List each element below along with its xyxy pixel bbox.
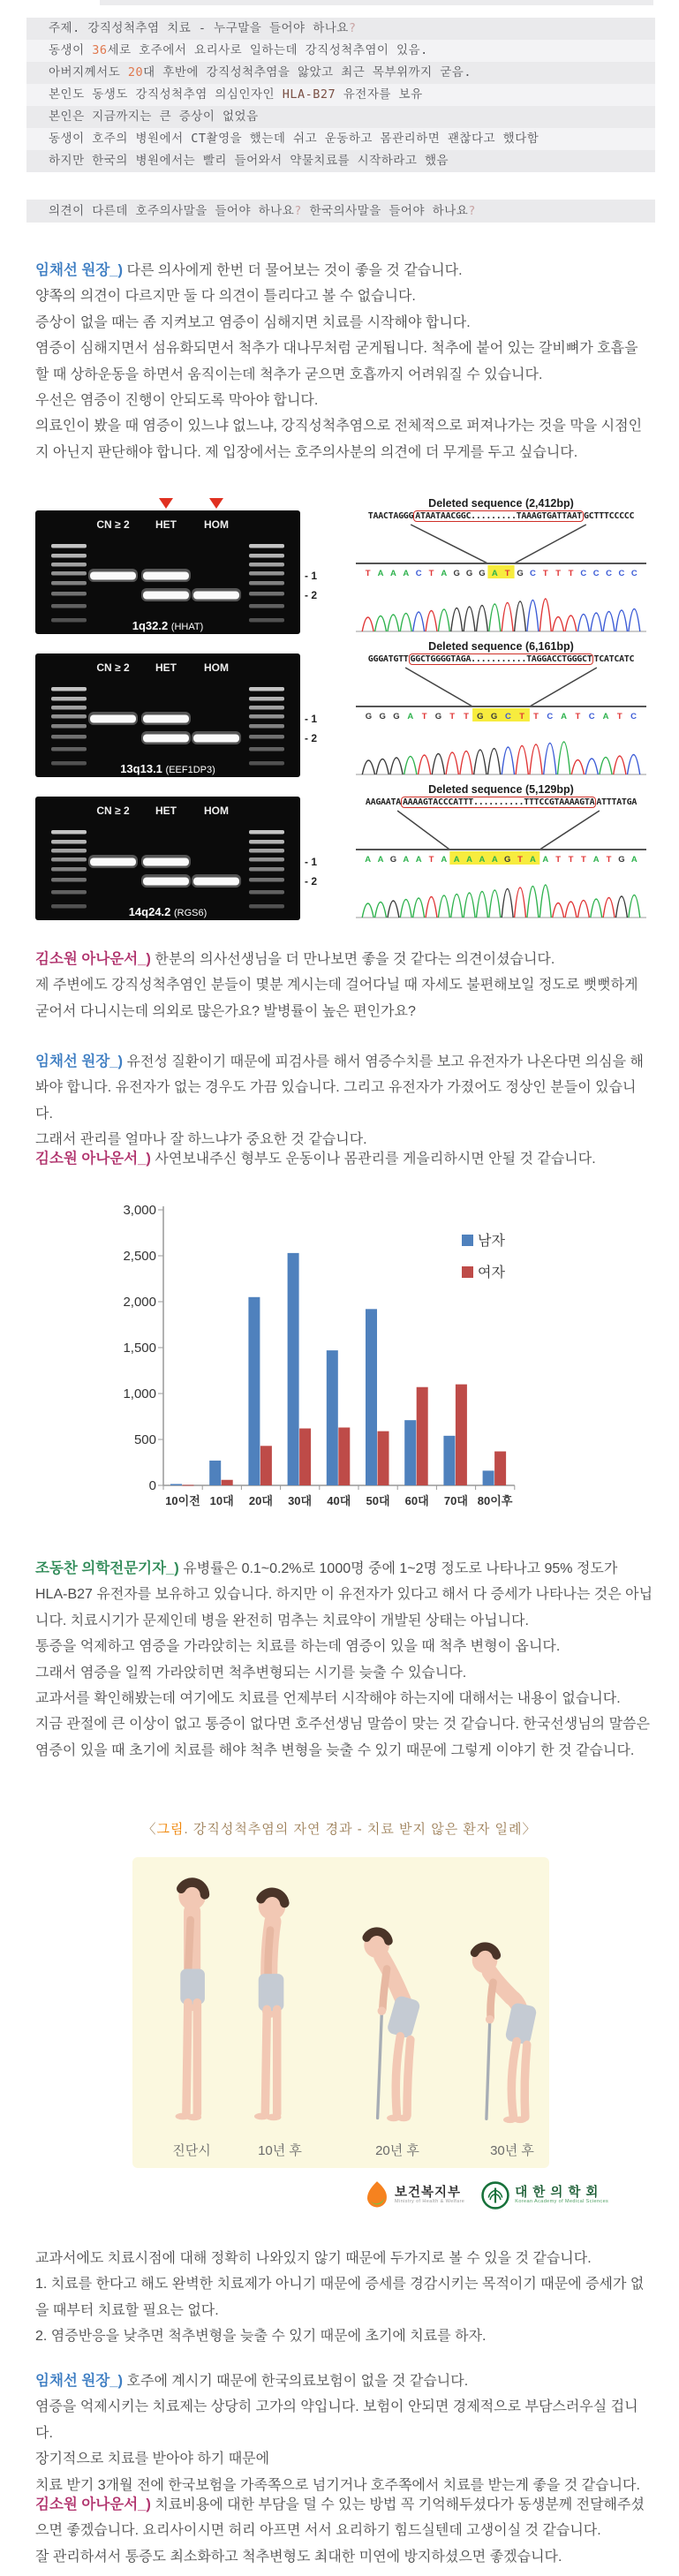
dialogue-doctor-1 [35,258,653,465]
dialogue-line: 임채선 원장_) 다른 의사에게 한번 더 물어보는 것이 좋을 것 같습니다. [35,262,463,278]
svg-text:G: G [389,855,397,865]
svg-text:70대: 70대 [443,1494,468,1507]
dialogue-line: 양쪽의 의견이 다르지만 둘 다 의견이 틀리다고 볼 수 없습니다. [35,289,416,305]
speaker-name: 김소원 아나운서_) [35,2497,155,2512]
svg-text:HET: HET [155,661,177,674]
svg-text:20대: 20대 [248,1494,273,1507]
dialogue-reporter-summary [35,2246,653,2350]
dialogue-line: 김소원 아나운서_) 한분의 의사선생님을 더 만나보면 좋을 것 같다는 의견이셨습니다. [35,951,555,967]
svg-text:10대: 10대 [209,1494,234,1507]
svg-text:A: A [491,569,498,578]
chromatogram-trace [349,666,653,777]
stage-label: 진단시 [172,2143,211,2158]
svg-text:T: T [504,569,510,578]
svg-text:G: G [393,712,400,721]
svg-text:- 2: - 2 [305,732,318,744]
dialogue-line: 증상이 없을 때는 좀 지켜보고 염증이 심해지면 치료를 시작해야 합니다. [35,314,471,330]
svg-text:30대: 30대 [288,1494,313,1507]
figure-panel-row [35,496,653,634]
svg-text:T: T [365,569,371,578]
gel-image [35,639,340,777]
svg-text:C: C [415,569,422,578]
svg-text:A: A [479,855,486,865]
svg-text:HET: HET [155,518,177,531]
stage-label: 10년 후 [258,2143,302,2158]
svg-text:A: A [592,855,600,865]
dialogue-line: 장기적으로 치료를 받아야 하기 때문에 [35,2451,270,2467]
dialogue-line: 의료인이 봤을 때 염증이 있느냐 없느냐, 강직성척추염으로 전체적으로 퍼져나가는 것을 막을 시점인지 아닌지 판단해야 합니다. 제 입장에서는 호주의사분의 의견에 더 무게를 두고 싶습니다. [35,419,643,460]
svg-text:T: T [428,569,434,578]
qa-row: 하지만 한국의 병원에서는 빨리 들어와서 약물치료를 시작하라고 했음 [26,150,655,172]
deleted-sequence-text: TAACTAGGG ATAATAACGGC.........TAAAGTGATTAAT GCTTTCCCCC [367,511,635,521]
posture-stage-2 [235,1866,328,2144]
svg-text:A: A [466,855,473,865]
svg-text:1,000: 1,000 [123,1386,156,1401]
chromatogram-panel [349,782,653,920]
qa-row: 주제. 강직성척추염 치료 - 누구말을 들어야 하나요? [26,18,655,40]
dialogue-line: 통증을 억제하고 염증을 가라앉히는 치료를 하는데 염증이 있을 때 척추 변형이 옵니다. [35,1639,561,1655]
svg-text:10이전: 10이전 [165,1494,200,1507]
dialogue-announcer-3 [35,2492,653,2570]
svg-text:C: C [630,569,638,578]
gel-image [35,782,340,920]
svg-text:G: G [479,569,486,578]
dialogue-line: 조동찬 의학전문기자_) 유병률은 0.1~0.2%로 1000명 중에 1~2명 정도로 나타나고 95% 정도가 HLA-B27 유전자를 보유하고 있습니다. 하지만 이 유전자가 있다고 해서 다 증세가 나타나는 것은 아닙니다. 치료시기가 문제인데 병을 완전히 멈추는 치료약이 개발된 상태는 아닙니다. [35,1560,653,1628]
qa-row: 아버지께서도 20대 후반에 강직성척추염을 앓았고 최근 목부위까지 굳음. [26,62,655,84]
dialogue-medical-reporter [35,1556,653,1764]
svg-text:A: A [453,855,460,865]
svg-text:C: C [580,569,587,578]
svg-text:T: T [568,855,574,865]
svg-text:G: G [434,712,442,721]
dialogue-line: 제 주변에도 강직성척추염인 분들이 몇분 계시는데 걸어다닐 때 자세도 불편해보일 정도로 뻣뻣하게 굳어서 다니시는데 의외로 많은가요? 발병률이 높은 편인가요? [35,978,638,1019]
svg-text:80이후: 80이후 [477,1494,513,1507]
svg-text:G: G [618,855,625,865]
dialogue-line: 2. 염증반응을 낮추면 척추변형을 늦출 수 있기 때문에 초기에 치료를 하자. [35,2329,487,2345]
dialogue-line: 교과서에도 치료시점에 대해 정확히 나와있지 않기 때문에 두가지로 볼 수 있을 것 같습니다. [35,2251,592,2266]
svg-text:A: A [403,855,410,865]
qa-row: 본인도 동생도 강직성척추염 의심인자인 HLA-B27 유전자를 보유 [26,84,655,106]
svg-text:T: T [580,855,586,865]
svg-text:CN ≥ 2: CN ≥ 2 [96,661,130,674]
svg-text:T: T [421,712,427,721]
dialogue-line: 지금 관절에 큰 이상이 없고 통증이 없다면 호주선생님 말씀이 맞는 것 같습니다. 한국선생님의 말씀은 염증이 있을 때 초기에 치료를 해야 척추 변형을 늦출 수 있기 때문에 그렇게 이야기 한 것 같습니다. [35,1717,650,1758]
svg-text:T: T [575,712,581,721]
deleted-sequence-text: AAGAATA AAAAGTACCCATTT..........TTTCCGTAAAAGTA ATTTATGA [365,797,638,807]
svg-text:T: T [517,855,523,865]
dialogue-announcer-2 [35,1146,653,1172]
svg-text:- 1: - 1 [305,570,318,582]
svg-text:A: A [491,855,498,865]
chromatogram-panel [349,496,653,634]
svg-text:HET: HET [155,805,177,817]
svg-text:T: T [606,855,612,865]
kams-logo [480,2180,608,2210]
svg-text:남자: 남자 [478,1234,505,1249]
kams-logo-name: 대 한 의 학 회 [515,2185,600,2200]
qa-row: 동생이 호주의 병원에서 CT촬영을 했는데 쉬고 운동하고 몸관리하면 괜찮다고 했다함 [26,128,655,150]
svg-text:A: A [561,712,568,721]
question-summary-board [26,18,655,172]
mohw-logo [364,2179,464,2211]
svg-text:A: A [529,855,536,865]
deleted-sequence-title: Deleted sequence (2,412bp) [428,497,574,510]
dialogue-line: 그래서 염증을 일찍 가라앉히면 척추변형되는 시기를 늦출 수 있습니다. [35,1665,467,1681]
svg-text:40대: 40대 [327,1494,351,1507]
dialogue-line: 염증을 억제시키는 치료제는 상당히 고가의 약입니다. 보험이 안되면 경제적으로 부담스러우실 겁니다. [35,2399,638,2441]
svg-text:HOM: HOM [204,661,229,674]
bar-chart-svg [102,1194,587,1547]
mohw-logo-name: 보건복지부 [395,2185,462,2200]
stage-label: 20년 후 [375,2143,419,2158]
svg-text:T: T [449,712,456,721]
svg-text:A: A [542,855,549,865]
dialogue-line: 그래서 관리를 얼마나 잘 하느냐가 중요한 것 같습니다. [35,1132,367,1148]
svg-text:13q13.1 (EEF1DP3): 13q13.1 (EEF1DP3) [120,762,215,775]
mohw-logo-icon [364,2179,390,2211]
figure-panel-row [35,639,653,777]
final-question-row: 의견이 다른데 호주의사말을 들어야 하나요? 한국의사말을 들어야 하나요? [26,200,655,223]
dialogue-doctor-3 [35,2368,653,2498]
posture-stage-4 [466,1866,559,2144]
qa-row: 본인은 지금까지는 큰 증상이 없었음 [26,106,655,128]
svg-text:2,500: 2,500 [123,1249,156,1264]
svg-text:G: G [490,712,498,721]
qa-row: 동생이 36세로 호주에서 요리사로 일하는데 강직성척추염이 있음. [26,40,655,62]
chromatogram-panel [349,639,653,777]
speaker-name: 임채선 원장_) [35,262,127,278]
svg-text:A: A [403,569,410,578]
top-partial-row-strip [100,0,653,5]
stage-label: 30년 후 [490,2143,534,2158]
posture-stage-1 [148,1866,241,2144]
svg-text:A: A [377,855,384,865]
gene-deletion-figure [35,496,653,920]
svg-text:G: G [379,712,386,721]
dialogue-announcer-1 [35,947,653,1024]
posture-progression-illustration [132,1857,549,2168]
dialogue-line: 염증이 심해지면서 섬유화되면서 척추가 대나무처럼 굳게됩니다. 척추에 붙어 있는 갈비뼈가 호흡을 할 때 상하운동을 하면서 움직이는데 척추가 굳으면 호흡까지 어려워질 수 있습니다. [35,341,638,382]
chromatogram-trace [349,523,653,634]
svg-text:1,500: 1,500 [123,1341,156,1356]
svg-text:- 1: - 1 [305,713,318,725]
deleted-sequence-title: Deleted sequence (6,161bp) [428,640,574,653]
svg-text:T: T [555,855,562,865]
svg-text:G: G [503,855,511,865]
svg-text:A: A [441,569,448,578]
dialogue-line: 우선은 염증이 진행이 안되도록 막아야 합니다. [35,393,319,409]
svg-text:G: G [465,569,473,578]
svg-text:HOM: HOM [204,805,229,817]
svg-text:- 1: - 1 [305,856,318,868]
dialogue-line: 1. 치료를 한다고 해도 완벽한 치료제가 아니기 때문에 증세를 경감시키는 목적이기 때문에 증세가 없을 때부터 치료할 필요는 없다. [35,2277,645,2318]
gel-image [35,496,340,634]
svg-text:- 2: - 2 [305,875,318,888]
svg-text:G: G [453,569,460,578]
svg-text:C: C [592,569,600,578]
dialogue-line: 임채선 원장_) 유전성 질환이기 때문에 피검사를 해서 염증수치를 보고 유전자가 나온다면 의심을 해봐야 합니다. 유전자가 없는 경우도 가끔 있습니다. 그리고 유전자가 가졌어도 정상인 분들이 있습니다. [35,1054,644,1122]
svg-text:G: G [477,712,484,721]
svg-text:C: C [529,569,536,578]
svg-text:T: T [464,712,469,721]
svg-text:C: C [618,569,625,578]
dialogue-doctor-2 [35,1049,653,1153]
mohw-logo-subtext: Ministry of Health & Welfare [395,2198,465,2204]
svg-text:T: T [533,712,539,721]
svg-text:A: A [365,855,372,865]
svg-text:T: T [616,712,622,721]
speaker-name: 임채선 원장_) [35,1054,127,1069]
svg-text:C: C [547,712,554,721]
svg-text:14q24.2 (RGS6): 14q24.2 (RGS6) [128,905,207,918]
svg-text:C: C [588,712,595,721]
svg-text:A: A [630,855,638,865]
svg-text:T: T [568,569,574,578]
svg-text:C: C [606,569,613,578]
chromatogram-trace [349,809,653,920]
prevalence-bar-chart [102,1194,587,1547]
svg-text:2,000: 2,000 [123,1295,156,1310]
dialogue-line: 김소원 아나운서_) 치료비용에 대한 부담을 덜 수 있는 방법 꼭 기억해두셨다가 동생분께 전달해주셨으면 좋겠습니다. 요리사이시면 허리 아프면 서서 요리하기 힘드실텐데 고생이실 것 같습니다. [35,2497,645,2539]
svg-text:T: T [519,712,525,721]
kams-logo-icon [480,2180,510,2210]
svg-text:A: A [389,569,396,578]
dialogue-line: 교과서를 확인해봤는데 여기에도 치료를 언제부터 시작해야 하는지에 대해서는 내용이 없습니다. [35,1691,621,1707]
svg-text:50대: 50대 [366,1494,390,1507]
dialogue-line: 김소원 아나운서_) 사연보내주신 형부도 운동이나 몸관리를 게을리하시면 안될 것 같습니다. [35,1151,596,1167]
svg-text:T: T [428,855,434,865]
speaker-name: 조동찬 의학전문기자_) [35,1560,184,1576]
svg-text:T: T [555,569,562,578]
svg-text:CN ≥ 2: CN ≥ 2 [96,518,130,531]
svg-text:G: G [517,569,524,578]
svg-text:A: A [415,855,422,865]
svg-text:- 2: - 2 [305,589,318,601]
deleted-sequence-title: Deleted sequence (5,129bp) [428,783,574,796]
figure-panel-row [35,782,653,920]
svg-text:HOM: HOM [204,518,229,531]
svg-text:A: A [602,712,609,721]
svg-text:T: T [542,569,548,578]
nature-course-caption: 〈그림. 강직성척추염의 자연 경과 - 치료 받지 않은 환자 일례〉 [142,1822,537,1837]
svg-text:3,000: 3,000 [123,1203,156,1218]
svg-text:C: C [504,712,511,721]
svg-text:500: 500 [133,1432,156,1447]
svg-text:CN ≥ 2: CN ≥ 2 [96,805,130,817]
svg-text:A: A [441,855,448,865]
posture-stage-3 [351,1866,444,2144]
svg-text:A: A [377,569,384,578]
svg-text:A: A [407,712,414,721]
speaker-name: 임채선 원장_) [35,2373,127,2389]
dialogue-line: 치료 받기 3개월 전에 한국보험을 가족쪽으로 넘기거나 호주쪽에서 치료를 받는게 좋을 것 같습니다. [35,2477,640,2493]
source-logos [364,2179,608,2211]
speaker-name: 김소원 아나운서_) [35,951,155,967]
svg-text:G: G [365,712,373,721]
svg-text:C: C [630,712,638,721]
dialogue-line: 잘 관리하셔서 통증도 최소화하고 척추변형도 최대한 미연에 방지하셨으면 좋겠습니다. [35,2549,562,2565]
svg-text:0: 0 [148,1478,156,1493]
dialogue-line: 임채선 원장_) 호주에 계시기 때문에 한국의료보험이 없을 것 같습니다. [35,2373,469,2389]
deleted-sequence-text: GGGATGTT GGCTGGGGTAGA...........TAGGACCTGGGCT TCATCATC [367,654,635,664]
svg-text:60대: 60대 [404,1494,429,1507]
svg-text:1q32.2 (HHAT): 1q32.2 (HHAT) [132,619,204,632]
svg-text:여자: 여자 [478,1265,505,1280]
kams-logo-subtext: Korean Academy of Medical Sciences [515,2198,609,2204]
speaker-name: 김소원 아나운서_) [35,1151,155,1167]
